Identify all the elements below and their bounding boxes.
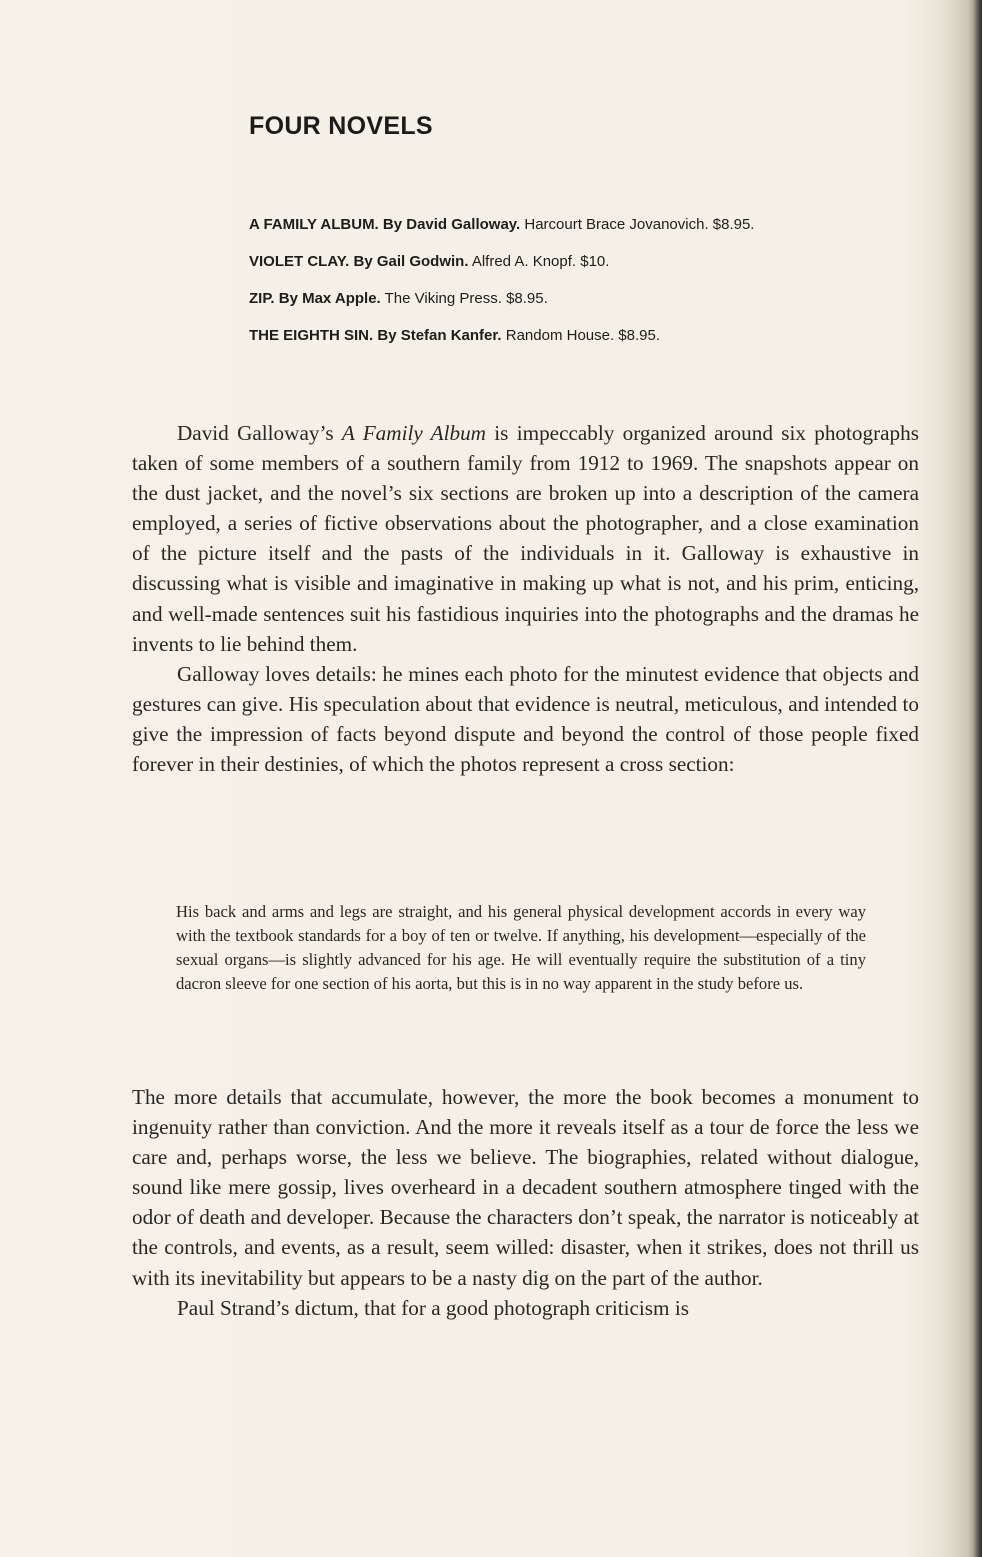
book-author: By Max Apple.: [278, 290, 381, 307]
book-title: A FAMILY ALBUM.: [249, 216, 379, 233]
block-quote: His back and arms and legs are straight, and his general physical development accords in every way with the textbook standards for a boy of ten or twelve. If anything, his development—especially of the sexual organs—is slightly advanced for his age. He will eventually require the substitution of a tiny dacron sleeve for one section of his aorta, but this is in no way apparent in the study before us.: [176, 902, 866, 993]
book-author: By Gail Godwin.: [353, 253, 469, 270]
book-entry: [249, 214, 929, 235]
body-text-lower: [132, 1082, 919, 1323]
book-list: [249, 214, 929, 362]
book-details: The Viking Press. $8.95.: [384, 290, 548, 307]
paragraph-4: Paul Strand’s dictum, that for a good photograph criticism is: [177, 1295, 689, 1320]
book-details: Random House. $8.95.: [505, 327, 661, 344]
book-entry: [249, 325, 929, 346]
book-title-italic: A Family Album: [341, 421, 486, 445]
book-title: THE EIGHTH SIN.: [249, 327, 374, 344]
paragraph-2: Galloway loves details: he mines each photo for the minutest evidence that objects and gestures can give. His speculation about that evidence is neutral, meticulous, and intended to give the impression of facts beyond dispute and beyond the control of those people fixed forever in their destinies, of which the photos represent a cross section:: [132, 661, 919, 777]
page-edge-shadow: [968, 0, 982, 1557]
book-details: Harcourt Brace Jovanovich. $8.95.: [524, 216, 755, 233]
book-author: By David Galloway.: [382, 216, 521, 233]
paragraph-3: The more details that accumulate, however, the more the book becomes a monument to ingenuity rather than conviction. And the more it reveals itself as a tour de force the less we care and, perhaps worse, the less we believe. The biographies, related without dialogue, sound like mere gossip, lives overheard in a decadent southern atmosphere tinged with the odor of death and developer. Because the characters don’t speak, the narrator is noticeably at the controls, and events, as a result, seem willed: disaster, when it strikes, does not thrill us with its inevitability but appears to be a nasty dig on the part of the author.: [132, 1085, 919, 1290]
paragraph-1: [132, 418, 919, 659]
body-text-upper: [132, 418, 919, 779]
paragraph-text: is impeccably organized around six photographs taken of some members of a southern family from 1912 to 1969. The snapshots appear on the dust jacket, and the novel’s six sections are broken up into a description of the camera employed, a series of fictive observations about the photographer, and a close examination of the picture itself and the pasts of the individuals in it. Galloway is exhaustive in discussing what is visible and imaginative in making up what is not, and his prim, enticing, and well-made sentences suit his fastidious inquiries into the photographs and the dramas he invents to lie behind them.: [132, 421, 919, 656]
book-title: VIOLET CLAY.: [249, 253, 350, 270]
paragraph-text: David Galloway’s: [177, 421, 342, 445]
book-title: ZIP.: [249, 290, 275, 307]
book-details: Alfred A. Knopf. $10.: [471, 253, 610, 270]
book-entry: [249, 251, 929, 272]
page-title: FOUR NOVELS: [249, 112, 433, 140]
book-entry: [249, 288, 929, 309]
book-author: By Stefan Kanfer.: [377, 327, 502, 344]
